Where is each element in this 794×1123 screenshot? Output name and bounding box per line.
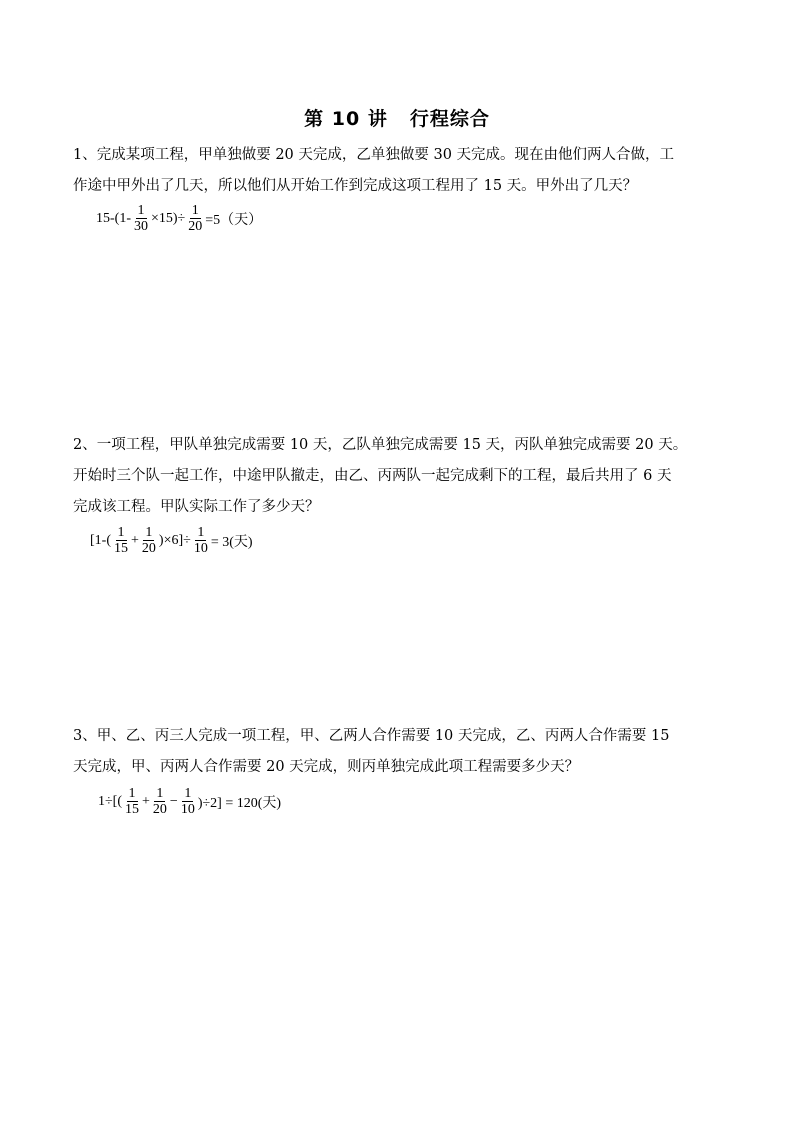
fraction-denominator: 30: [134, 219, 148, 234]
problem-1-line-1: 1、完成某项工程，甲单独做要 20 天完成，乙单独做要 30 天完成。现在由他们两人合做，工: [73, 147, 675, 163]
fraction-numerator: 1: [184, 786, 192, 801]
solution-text: =5（天）: [205, 212, 263, 228]
solution-text: −: [169, 793, 178, 809]
fraction: [192, 525, 210, 556]
fraction-numerator: 1: [145, 525, 153, 540]
fraction: [179, 786, 197, 817]
problem-2-solution: [90, 525, 253, 556]
fraction: [151, 786, 169, 817]
lecture-topic: 行程综合: [409, 108, 490, 130]
fraction: [140, 525, 158, 556]
fraction-denominator: 15: [125, 802, 140, 817]
fraction-denominator: 10: [180, 802, 195, 817]
fraction-denominator: 20: [152, 802, 167, 817]
fraction-numerator: 1: [191, 203, 199, 218]
problem-2-line-3: 完成该工程。甲队实际工作了多少天？: [73, 499, 320, 515]
problem-2-line-1: 2、一项工程，甲队单独完成需要 10 天，乙队单独完成需要 15 天，丙队单独完成需要 20 天。: [73, 437, 688, 453]
fraction-numerator: 1: [137, 203, 145, 218]
lecture-number: 第 10 讲: [304, 108, 388, 130]
fraction-denominator: 20: [188, 219, 203, 234]
fraction: [123, 786, 141, 817]
solution-text: )÷2] = 120(天): [197, 795, 282, 811]
fraction-denominator: 20: [141, 541, 156, 556]
fraction: [186, 203, 204, 234]
fraction-denominator: 10: [193, 541, 208, 556]
solution-text: 1÷[(: [98, 793, 123, 809]
fraction-numerator: 1: [156, 786, 164, 801]
problem-2-line-2: 开始时三个队一起工作，中途甲队撤走，由乙、丙两队一起完成剩下的工程，最后共用了 6 天: [73, 468, 672, 484]
solution-text: = 3(天): [210, 534, 253, 550]
fraction: [132, 203, 150, 234]
solution-text: ×15)÷: [151, 210, 186, 226]
solution-text: [1-(: [90, 532, 111, 548]
page-title: [0, 104, 794, 131]
fraction-denominator: 15: [114, 541, 128, 556]
problem-3-line-1: 3、甲、乙、丙三人完成一项工程，甲、乙两人合作需要 10 天完成，乙、丙两人合作需要 15: [73, 728, 670, 744]
fraction-numerator: 1: [128, 786, 136, 801]
solution-text: )×6]÷: [158, 532, 191, 548]
problem-3-solution: [98, 786, 281, 817]
problem-1-solution: [96, 203, 262, 234]
fraction-numerator: 1: [117, 525, 125, 540]
solution-text: 15-(1-: [96, 210, 131, 226]
solution-text: +: [142, 793, 150, 809]
solution-text: +: [131, 532, 139, 548]
fraction: [112, 525, 130, 556]
problem-1-line-2: 作途中甲外出了几天，所以他们从开始工作到完成这项工程用了 15 天。甲外出了几天？: [73, 178, 638, 194]
fraction-numerator: 1: [197, 525, 205, 540]
problem-3-line-2: 天完成，甲、丙两人合作需要 20 天完成，则丙单独完成此项工程需要多少天？: [73, 759, 580, 775]
